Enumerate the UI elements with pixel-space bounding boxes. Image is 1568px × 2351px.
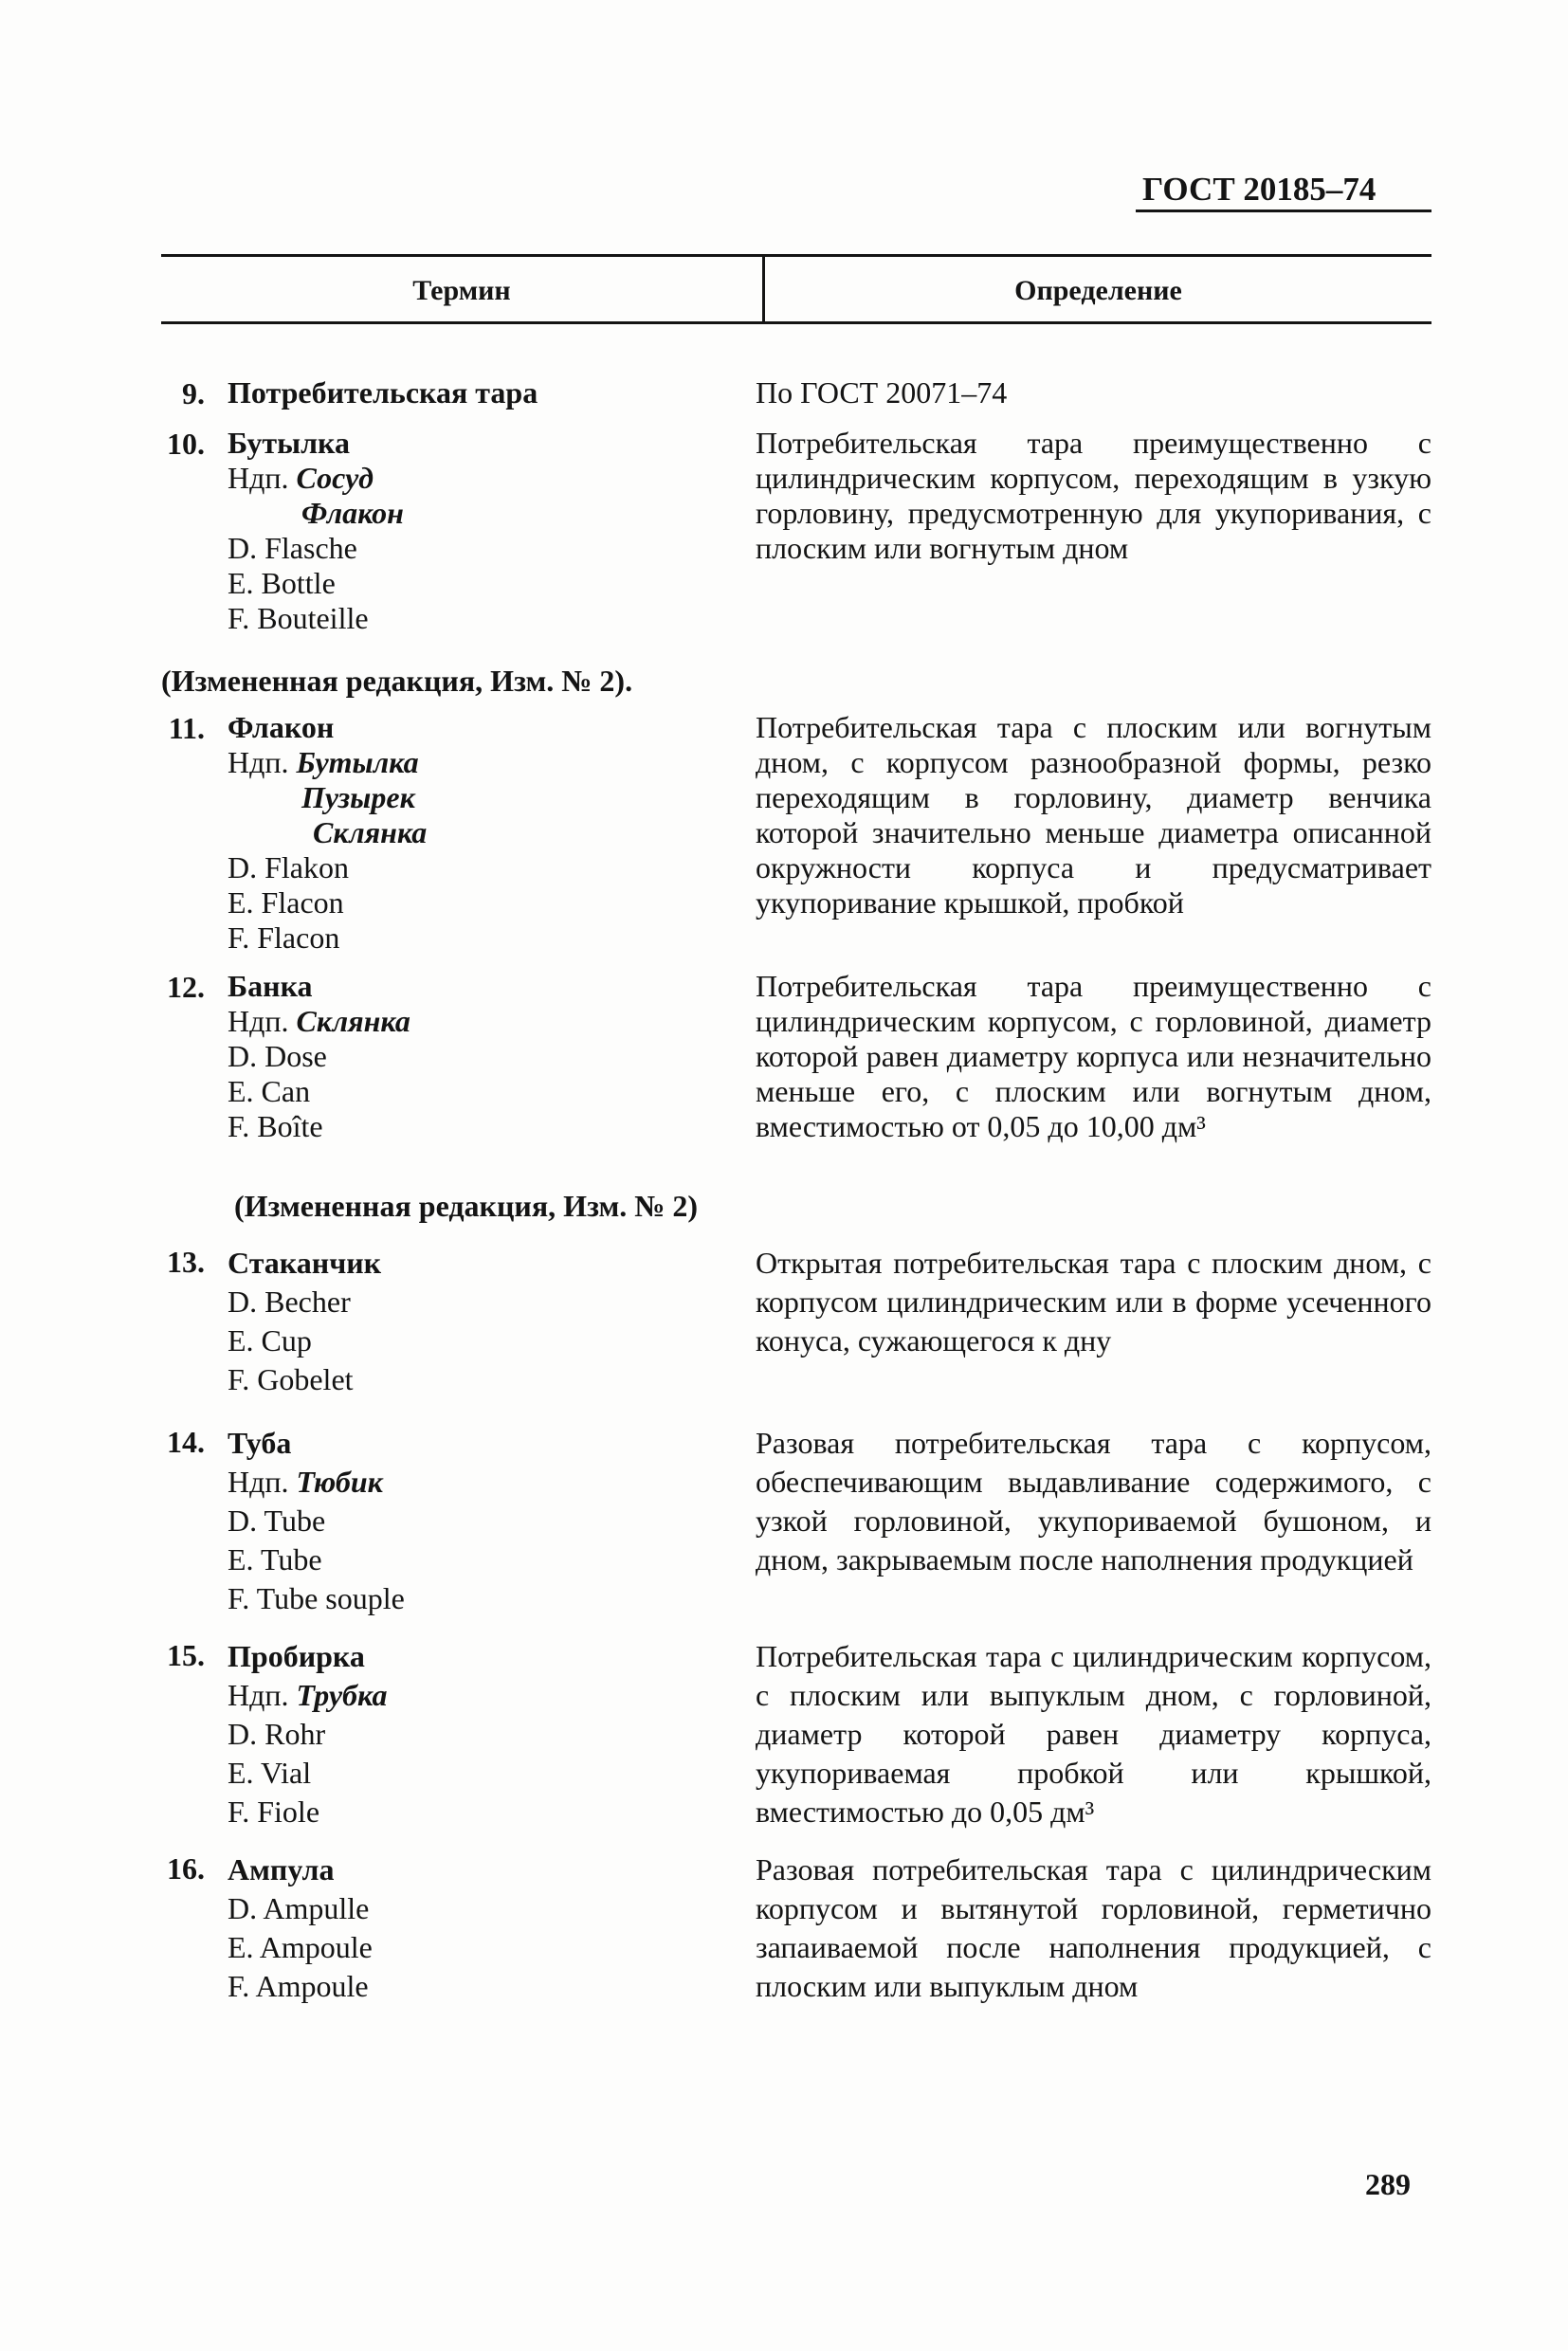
ndp-label: Ндп. [228,1465,289,1499]
foreign-term: D. Flakon [228,850,349,884]
term-block [228,375,768,410]
foreign-term: E. Vial [228,1756,312,1790]
foreign-term: F. Tube souple [228,1581,405,1615]
ndp-term: Склянка [296,1004,410,1038]
entry-number: 16. [167,1851,205,1886]
ndp-line [228,745,768,780]
foreign-term: E. Bottle [228,566,336,600]
foreign-term: D. Becher [228,1285,351,1319]
term-block [228,969,768,1144]
column-header-definition: Определение [1014,275,1182,306]
header-rule [1136,210,1431,212]
entry-number: 15. [167,1638,205,1672]
foreign-term: F. Boîte [228,1109,323,1143]
ndp-label: Ндп. [228,745,289,779]
term: Флакон [228,710,335,744]
ndp-term: Склянка [313,815,428,849]
entry-number: 12. [167,970,205,1004]
header-title: ГОСТ 20185–74 [1142,171,1377,208]
definition: По ГОСТ 20071–74 [756,375,1008,410]
definition: Разовая потребительская тара с корпусом, обеспечивающим выдавливание содержимого, с узкой горловиной, укупориваемой бушоном, и дном, закрываемым после наполнения продукцией [756,1426,1431,1576]
entry-number: 10. [167,427,205,461]
ndp-term: Трубка [296,1678,388,1712]
ndp-term: Пузырек [301,780,415,814]
ndp-label: Ндп. [228,1004,289,1038]
term: Ампула [228,1852,335,1886]
ndp-line [228,461,768,496]
foreign-term: D. Dose [228,1039,327,1073]
ndp-term: Бутылка [296,745,419,779]
table-header [161,254,1431,324]
term-block [228,1244,768,1399]
foreign-term: F. Fiole [228,1795,320,1829]
foreign-term: D. Flasche [228,531,357,565]
term: Бутылка [228,426,350,460]
amendment-note: (Измененная редакция, Изм. № 2). [161,664,633,698]
entry-number: 13. [167,1245,205,1279]
definition: Открытая потребительская тара с плоским дном, с корпусом цилиндрическим или в форме усеченного конуса, сужающегося к дну [756,1246,1431,1358]
foreign-term: E. Ampoule [228,1930,373,1964]
term: Потребительская тара [228,375,538,410]
ndp-label: Ндп. [228,461,289,495]
entry-number: 11. [168,711,205,745]
definition: Потребительская тара с плоским или вогнутым дном, с корпусом разнообразной формы, резко переходящим в горловину, диаметр венчика которой значительно меньше диаметра описанной окружности корпуса и предусматривает укупоривание крышкой, пробкой [756,710,1431,920]
definition: Потребительская тара преимущественно с цилиндрическим корпусом, с горловиной, диаметр которой равен диаметру корпуса или незначительно меньше его, с плоским или вогнутым дном, вместимостью от 0,05 до 10,00 дм³ [756,969,1431,1143]
foreign-term: F. Flacon [228,920,340,955]
foreign-term: F. Gobelet [228,1362,354,1396]
term: Туба [228,1426,292,1460]
ndp-term: Флакон [301,496,404,530]
ndp-term: Тюбик [296,1465,383,1499]
definition: Разовая потребительская тара с цилиндрическим корпусом и вытянутой горловиной, герметично запаиваемой после наполнения продукцией, с плоским или выпуклым дном [756,1852,1431,2003]
foreign-term: E. Cup [228,1323,312,1358]
term: Стаканчик [228,1246,382,1280]
entry-number: 14. [167,1425,205,1459]
term-block [228,1637,768,1832]
foreign-term: F. Bouteille [228,601,369,635]
amendment-note: (Измененная редакция, Изм. № 2) [234,1189,699,1223]
ndp-line [228,1004,768,1039]
entry-number: 9. [182,376,205,410]
column-header-term: Термин [412,275,511,306]
term-block [228,1850,768,2006]
definition: Потребительская тара преимущественно с цилиндрическим корпусом, переходящим в узкую горловину, предусмотренную для укупоривания, с плоским или вогнутым дном [756,426,1431,565]
foreign-term: E. Flacon [228,885,344,920]
ndp-term: Сосуд [296,461,374,495]
ndp-line [228,1676,768,1715]
foreign-term: D. Rohr [228,1717,326,1751]
page-number: 289 [1365,2167,1411,2201]
term: Пробирка [228,1639,365,1673]
foreign-term: E. Can [228,1074,311,1108]
term-block [228,426,768,636]
foreign-term: F. Ampoule [228,1969,369,2003]
foreign-term: D. Ampulle [228,1891,370,1925]
ndp-line [228,1463,768,1502]
term-block [228,710,768,956]
term: Банка [228,969,313,1003]
foreign-term: D. Tube [228,1504,326,1538]
definition: Потребительская тара с цилиндрическим корпусом, с плоским или выпуклым дном, с горловиной, диаметр которой равен диаметру корпуса, укупориваемая пробкой или крышкой, вместимостью до 0,05 дм³ [756,1639,1431,1829]
term-block [228,1424,768,1618]
foreign-term: E. Tube [228,1542,322,1576]
ndp-label: Ндп. [228,1678,289,1712]
